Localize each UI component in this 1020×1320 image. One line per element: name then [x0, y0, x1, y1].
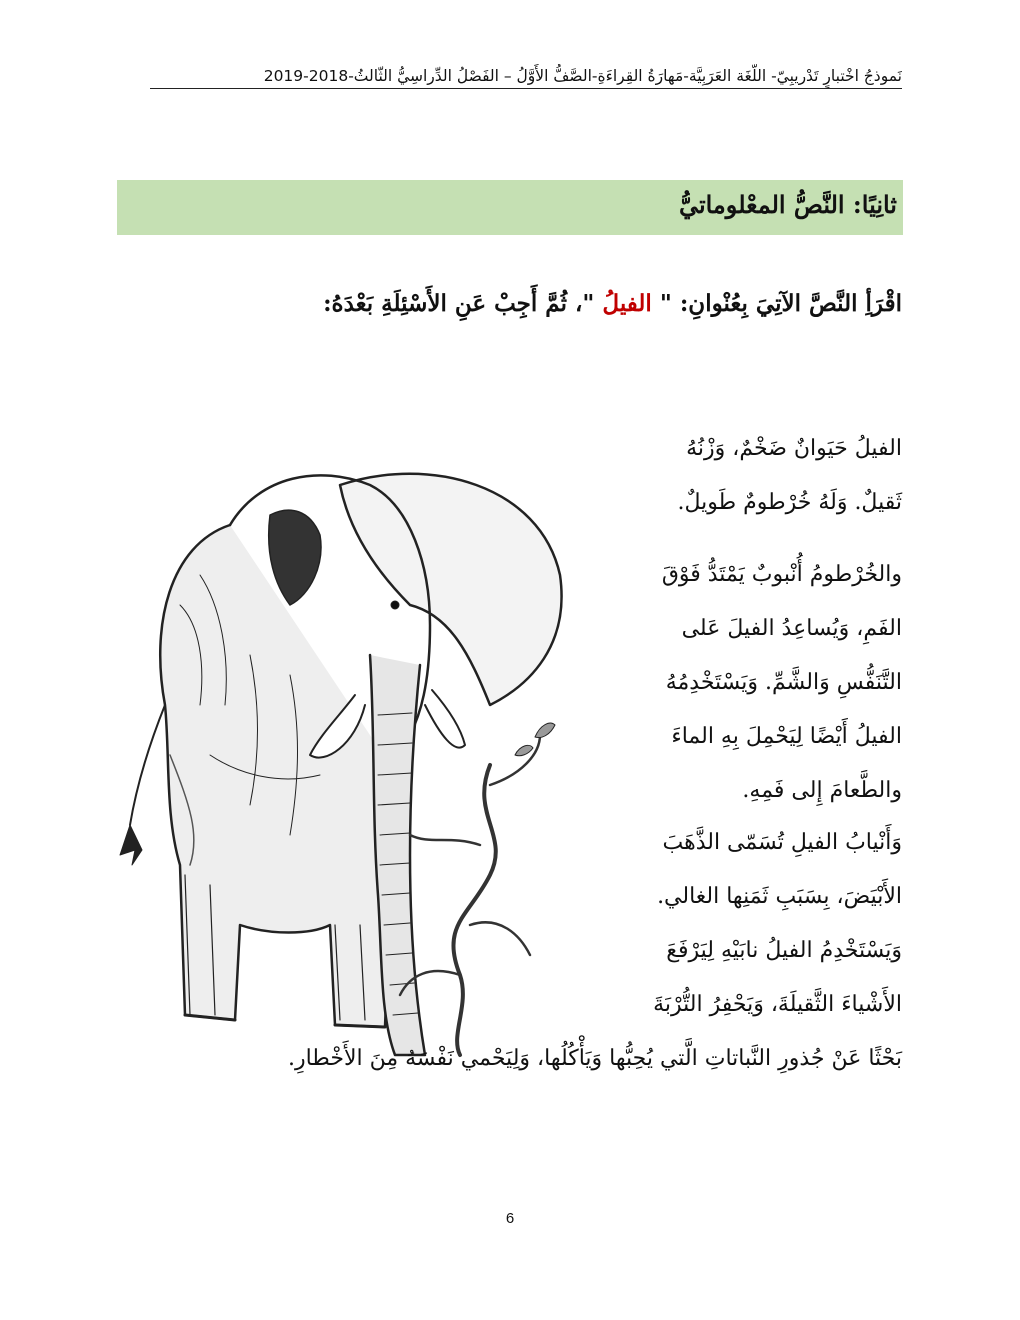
page-number: 6 — [505, 1210, 515, 1227]
section-heading-band — [117, 180, 903, 235]
paragraph-1 — [677, 422, 902, 530]
text-line: وَيَسْتَخْدِمُ الفيلُ نابَيْهِ لِيَرْفَعَ — [666, 938, 902, 963]
paragraph-2 — [662, 548, 902, 818]
text-line: وَأَنْيابُ الفيلِ تُسَمّى الذَّهَبَ — [662, 830, 902, 855]
text-line: بَحْثًا عَنْ جُذورِ النَّباتاتِ الَّتي يُحِبُّها وَيَأْكُلُها، وَلِيَحْمي نَفْسَهُ مِنَ الأَخْطارِ. — [287, 1046, 902, 1071]
paragraph-3 — [288, 816, 902, 1086]
instruction-before: اقْرَأِ النَّصَّ الآتِيَ بِعُنْوانِ: " — [659, 290, 902, 317]
text-line: الأَبْيَضَ، بِسَبَبِ ثَمَنِها الغالي. — [657, 884, 902, 909]
text-line: التَّنَفُّسِ وَالشَّمِّ. وَيَسْتَخْدِمُهُ — [665, 670, 902, 695]
text-line: الأَشْياءَ الثَّقيلَةَ، وَيَحْفِرُ التُّرْبَةَ — [653, 992, 902, 1017]
instruction-after: "، ثُمَّ أَجِبْ عَنِ الأَسْئِلَةِ بَعْدَهُ: — [323, 290, 595, 317]
text-line: والخُرْطومُ أُنْبوبٌ يَمْتَدُّ فَوْقَ — [661, 562, 902, 587]
section-title: ثانِيًا: النَّصُّ المعْلوماتيُّ — [678, 190, 897, 219]
text-line: ثَقيلٌ. وَلَهُ خُرْطومٌ طَويلٌ. — [677, 490, 902, 515]
text-line: الفيلُ حَيَوانٌ ضَخْمٌ، وَزْنُهُ — [686, 436, 902, 461]
text-line: الفَمِ، وَيُساعِدُ الفيلَ عَلى — [681, 616, 902, 641]
instruction — [323, 290, 902, 317]
page-header: نَموذجُ اخْتبارٍ تَدْريبِيّ- اللُّغَة العَرَبِيَّة-مَهارَةُ القِراءَةِ-الصَّفُّ الأَوَّلُ – الفَصْلُ الدِّراسِيُّ الثّالثُ-2018-2019 — [150, 64, 902, 89]
text-line: الفيلُ أَيْضًا لِيَحْمِلَ بِهِ الماءَ — [671, 724, 902, 749]
text-line: والطَّعامَ إِلى فَمِهِ. — [742, 778, 902, 803]
instruction-keyword: الفيلُ — [594, 290, 660, 317]
